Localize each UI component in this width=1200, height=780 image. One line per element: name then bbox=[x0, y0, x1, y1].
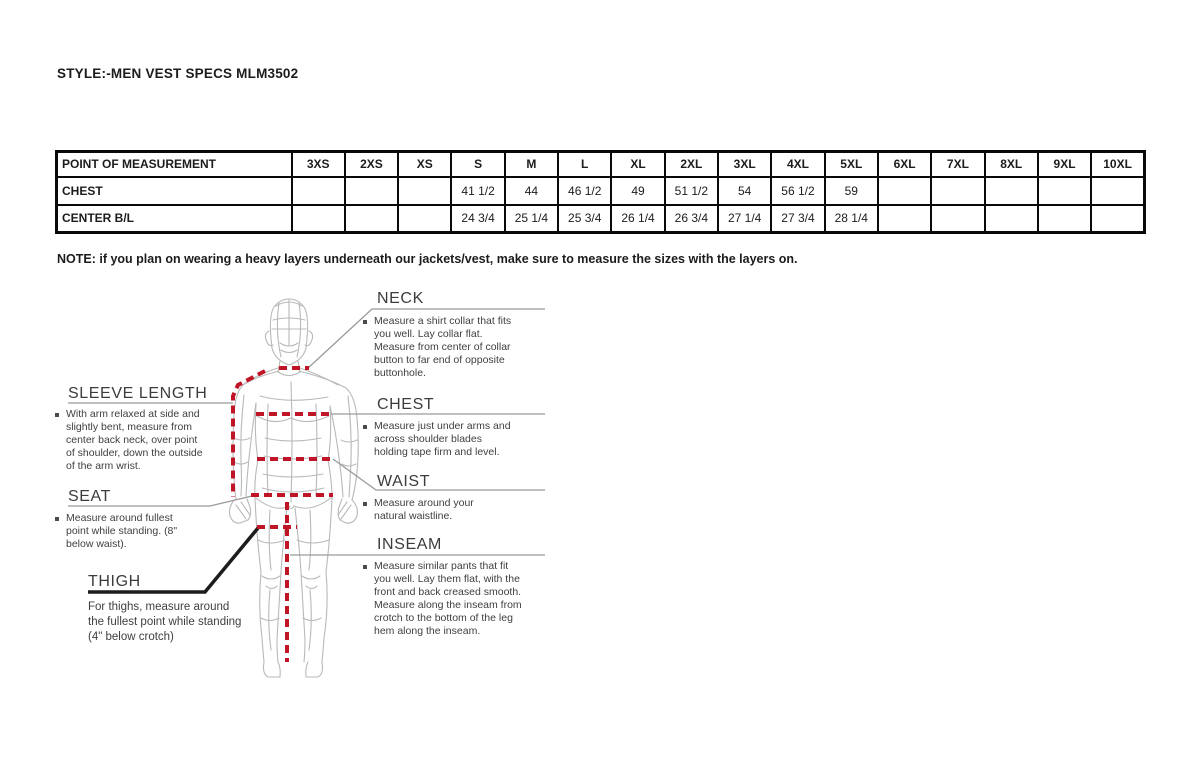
measurement-cell bbox=[878, 205, 931, 233]
measurement-cell bbox=[1091, 177, 1144, 205]
measurement-cell bbox=[398, 177, 451, 205]
measurement-cell bbox=[345, 177, 398, 205]
column-header-size: 2XL bbox=[665, 152, 718, 177]
measurement-cell bbox=[1038, 177, 1091, 205]
measurement-cell: 56 1/2 bbox=[771, 177, 824, 205]
sleeve-measure-line bbox=[233, 371, 265, 497]
waist-callout-line bbox=[333, 459, 545, 490]
chest-description: Measure just under arms and across shoulder blades holding tape firm and level. bbox=[363, 420, 523, 459]
measurement-cell: 27 3/4 bbox=[771, 205, 824, 233]
bullet-icon bbox=[363, 565, 367, 569]
column-header-size: 2XS bbox=[345, 152, 398, 177]
measurement-cell: 27 1/4 bbox=[718, 205, 771, 233]
size-table-wrapper bbox=[55, 150, 1146, 234]
measurement-cell: 26 3/4 bbox=[665, 205, 718, 233]
measurement-cell bbox=[398, 205, 451, 233]
measurement-cell: 59 bbox=[825, 177, 878, 205]
neck-description: Measure a shirt collar that fits you well. Lay collar flat. Measure from center of collar button to far end of opposite buttonhole. bbox=[363, 315, 531, 380]
bullet-icon bbox=[363, 502, 367, 506]
measurement-cell bbox=[878, 177, 931, 205]
column-header-size: S bbox=[451, 152, 504, 177]
row-label: CENTER B/L bbox=[57, 205, 292, 233]
column-header-size: 10XL bbox=[1091, 152, 1144, 177]
sleeve-length-label: SLEEVE LENGTH bbox=[68, 385, 208, 402]
measurement-cell: 54 bbox=[718, 177, 771, 205]
bullet-icon bbox=[363, 320, 367, 324]
column-header-size: M bbox=[505, 152, 558, 177]
table-row bbox=[57, 177, 1145, 205]
table-row bbox=[57, 205, 1145, 233]
measurement-cell bbox=[985, 205, 1038, 233]
measurement-cell bbox=[292, 177, 345, 205]
column-header-size: XL bbox=[611, 152, 664, 177]
chest-label: CHEST bbox=[377, 396, 435, 413]
column-header-measurement: POINT OF MEASUREMENT bbox=[57, 152, 292, 177]
column-header-size: 7XL bbox=[931, 152, 984, 177]
bullet-icon bbox=[55, 517, 59, 521]
measurement-cell: 24 3/4 bbox=[451, 205, 504, 233]
measurement-cell bbox=[345, 205, 398, 233]
column-header-size: 3XL bbox=[718, 152, 771, 177]
bullet-icon bbox=[363, 425, 367, 429]
body-figure bbox=[230, 299, 359, 677]
inseam-label: INSEAM bbox=[377, 536, 442, 553]
document-title: STYLE:-MEN VEST SPECS MLM3502 bbox=[57, 66, 299, 81]
note-text: NOTE: if you plan on wearing a heavy layers underneath our jackets/vest, make sure to measure the sizes with the layers on. bbox=[57, 252, 798, 266]
measurement-cell: 44 bbox=[505, 177, 558, 205]
sleeve-length-description: With arm relaxed at side and slightly bent, measure from center back neck, over point of shoulder, down the outside of the arm wrist. bbox=[55, 408, 213, 473]
thigh-description: For thighs, measure around the fullest point while standing (4" below crotch) bbox=[88, 601, 242, 643]
row-label: CHEST bbox=[57, 177, 292, 205]
measurement-cell: 41 1/2 bbox=[451, 177, 504, 205]
bullet-icon bbox=[55, 413, 59, 417]
measurement-cell: 51 1/2 bbox=[665, 177, 718, 205]
column-header-size: 5XL bbox=[825, 152, 878, 177]
column-header-size: L bbox=[558, 152, 611, 177]
measurement-cell: 49 bbox=[611, 177, 664, 205]
column-header-size: 9XL bbox=[1038, 152, 1091, 177]
waist-description: Measure around your natural waistline. bbox=[363, 497, 498, 523]
thigh-label: THIGH bbox=[88, 573, 141, 590]
column-header-size: 8XL bbox=[985, 152, 1038, 177]
measurement-cell: 28 1/4 bbox=[825, 205, 878, 233]
column-header-size: XS bbox=[398, 152, 451, 177]
measurement-cell bbox=[1091, 205, 1144, 233]
column-header-size: 4XL bbox=[771, 152, 824, 177]
measurement-cell bbox=[985, 177, 1038, 205]
column-header-size: 6XL bbox=[878, 152, 931, 177]
measurement-cell bbox=[931, 205, 984, 233]
neck-label: NECK bbox=[377, 290, 424, 307]
measurement-cell: 46 1/2 bbox=[558, 177, 611, 205]
seat-label: SEAT bbox=[68, 488, 112, 505]
waist-label: WAIST bbox=[377, 473, 431, 490]
measurement-cell: 26 1/4 bbox=[611, 205, 664, 233]
measurement-cell bbox=[931, 177, 984, 205]
inseam-description: Measure similar pants that fit you well. Lay them flat, with the front and back creased smooth. Measure along the inseam from crotch to the bottom of the leg hem along the inseam. bbox=[363, 560, 528, 638]
size-table bbox=[55, 150, 1146, 234]
measurement-cell bbox=[292, 205, 345, 233]
column-header-size: 3XS bbox=[292, 152, 345, 177]
table-header-row bbox=[57, 152, 1145, 177]
measurement-cell: 25 3/4 bbox=[558, 205, 611, 233]
measurement-cell bbox=[1038, 205, 1091, 233]
seat-description: Measure around fullest point while standing. (8" below waist). bbox=[55, 512, 200, 551]
measurement-cell: 25 1/4 bbox=[505, 205, 558, 233]
